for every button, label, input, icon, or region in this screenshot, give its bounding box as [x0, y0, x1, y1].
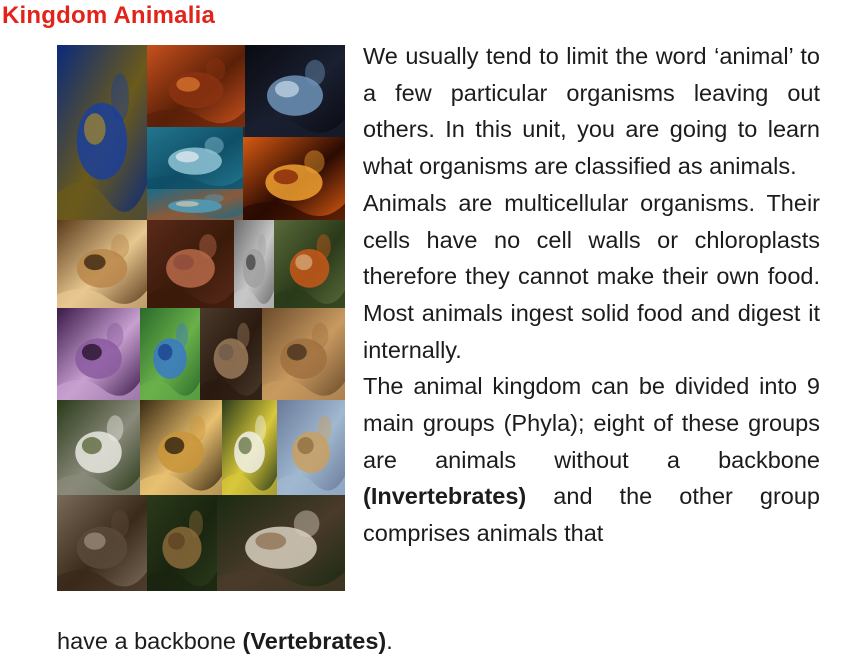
cockatoo-photo [222, 400, 277, 495]
sea-urchin-photo [57, 308, 140, 400]
kinkajou-photo [147, 495, 217, 591]
invertebrates-term: (Invertebrates) [363, 483, 527, 510]
body-text [363, 38, 820, 552]
nautilus-photo [147, 189, 243, 220]
page-title: Kingdom Animalia [2, 2, 215, 29]
octopus-photo [147, 45, 245, 127]
snail-photo [57, 220, 147, 308]
paragraph-phyla-end-start: have a backbone [57, 628, 243, 654]
millipede-photo [147, 220, 234, 308]
paragraph-phyla-end: . [386, 628, 393, 654]
toad-photo [262, 308, 345, 400]
iguana-photo [200, 308, 262, 400]
dragonfly-photo [274, 220, 345, 308]
sea-anemone-photo [243, 137, 345, 220]
jellyfish-photo [245, 45, 345, 137]
cuscus-photo [217, 495, 345, 591]
sponge-photo [57, 45, 147, 220]
crab-photo [234, 220, 274, 308]
paragraph-phyla-mid: and the other group comprises animals that [363, 483, 820, 547]
paragraph-phyla [363, 368, 820, 552]
betta-fish-photo [140, 308, 200, 400]
paragraph-multicellular: Animals are multicellular organisms. Their cells have no cell walls or chloroplasts therefore they cannot make their own food. Most animals ingest solid food and digest it internally. [363, 189, 820, 363]
squid-photo [147, 127, 243, 189]
vertebrates-term: (Vertebrates) [242, 628, 387, 654]
leopard-photo [140, 400, 222, 495]
birds-photo [57, 400, 140, 495]
paragraph-phyla-final-line [57, 623, 393, 659]
animal-photo-collage [57, 45, 345, 591]
rhinoceros-photo [57, 495, 147, 591]
paragraph-phyla-start: The animal kingdom can be divided into 9 main groups (Phyla); eight of these groups are animals without a backbone [363, 373, 820, 473]
giraffe-photo [277, 400, 345, 495]
paragraph-animal-word: We usually tend to limit the word ‘animal’ to a few particular organisms leaving out others. In this unit, you are going to learn what organisms are classified as animals. [363, 43, 820, 180]
